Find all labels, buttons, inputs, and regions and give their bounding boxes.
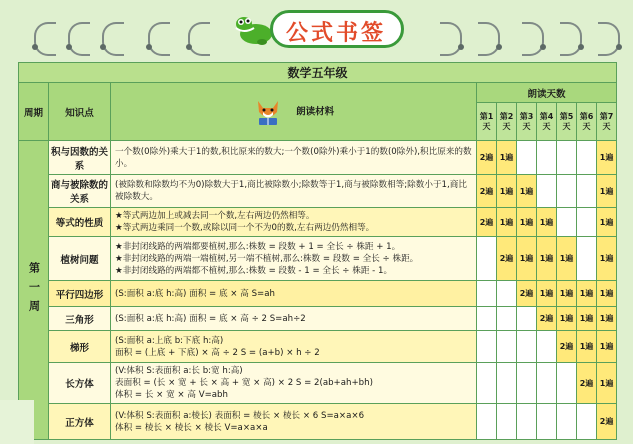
table-row [19, 331, 617, 363]
day-cell [477, 208, 497, 237]
day-cell [597, 281, 617, 307]
reading-count: 1遍 [599, 378, 614, 388]
day-cell [597, 208, 617, 237]
knowledge-point: 等式的性质 [49, 208, 111, 237]
day-cell [577, 175, 597, 208]
binding-hole [66, 44, 72, 50]
day-cell [557, 363, 577, 404]
day-cell [597, 307, 617, 331]
day-cell [517, 363, 537, 404]
table-row [19, 141, 617, 175]
page-title: 公式书签 [286, 21, 387, 46]
reading-count: 1遍 [599, 186, 614, 196]
binding-ring [478, 22, 500, 56]
binding-hole [578, 44, 584, 50]
table-row [19, 363, 617, 404]
binding-ring [598, 22, 620, 56]
binding-ring [440, 22, 462, 56]
day-cell [517, 208, 537, 237]
reading-count: 1遍 [599, 254, 614, 263]
reading-count: 1遍 [599, 342, 614, 351]
reading-count: 2遍 [539, 314, 554, 323]
day-cell [477, 237, 497, 281]
day-cell [517, 404, 537, 440]
day-header: 第6天 [577, 103, 597, 141]
day-cell [577, 208, 597, 237]
day-cell [577, 141, 597, 175]
reading-count: 1遍 [539, 254, 554, 263]
reading-count: 2遍 [479, 217, 494, 227]
day-cell [577, 307, 597, 331]
day-cell [557, 404, 577, 440]
reading-count: 1遍 [599, 314, 614, 323]
reading-count: 1遍 [499, 153, 514, 162]
day-cell [557, 331, 577, 363]
day-cell [477, 281, 497, 307]
day-cell [537, 175, 557, 208]
reading-count: 2遍 [519, 289, 534, 298]
col-material [111, 83, 477, 141]
day-cell [517, 141, 537, 175]
day-cell [537, 208, 557, 237]
knowledge-point: 植树问题 [49, 237, 111, 281]
binding-hole [540, 44, 546, 50]
reading-material: ★等式两边加上或减去同一个数,左右两边仍然相等。 ★等式两边乘同一个数,或除以同一个不为0的数,左右两边仍然相等。 [111, 208, 477, 237]
binding-ring [68, 22, 90, 56]
day-cell [577, 331, 597, 363]
day-cell [477, 363, 497, 404]
binding-hole [146, 44, 152, 50]
reading-count: 1遍 [519, 186, 534, 196]
reading-material: (V:体积 S:表面积 a:长 b:宽 h:高) 表面积 = (长 × 宽 + 长 × 高 + 宽 × 高) × 2 S = 2(ab+ah+bh) 体积 = 长 × 宽 × 高 V=abh [111, 363, 477, 404]
reading-count: 1遍 [519, 217, 534, 227]
day-cell [517, 331, 537, 363]
reading-count: 1遍 [599, 217, 614, 227]
day-cell [557, 141, 577, 175]
table-row [19, 281, 617, 307]
day-cell [517, 281, 537, 307]
reading-count: 1遍 [499, 186, 514, 196]
table-row [19, 404, 617, 440]
knowledge-point: 三角形 [49, 307, 111, 331]
reading-material: (V:体积 S:表面积 a:棱长) 表面积 = 棱长 × 棱长 × 6 S=a×a×6 体积 = 棱长 × 棱长 × 棱长 V=a×a×a [111, 404, 477, 440]
day-header: 第3天 [517, 103, 537, 141]
reading-material: (S:面积 a:上底 b:下底 h:高) 面积 = (上底 + 下底) × 高 ÷ 2 S = (a+b) × h ÷ 2 [111, 331, 477, 363]
binding-hole [100, 44, 106, 50]
day-cell [597, 175, 617, 208]
grade-title: 数学五年级 [19, 63, 617, 83]
day-cell [497, 175, 517, 208]
knowledge-point: 长方体 [49, 363, 111, 404]
binding-ring [560, 22, 582, 56]
reading-material: (S:面积 a:底 h:高) 面积 = 底 × 高 ÷ 2 S=ah÷2 [111, 307, 477, 331]
table-row [19, 307, 617, 331]
binding-ring [102, 22, 124, 56]
day-cell [477, 141, 497, 175]
day-cell [597, 404, 617, 440]
reading-count: 1遍 [579, 342, 594, 351]
day-cell [577, 281, 597, 307]
day-cell [477, 175, 497, 208]
day-cell [537, 141, 557, 175]
day-cell [577, 237, 597, 281]
reading-count: 2遍 [479, 153, 494, 162]
binding-ring [522, 22, 544, 56]
day-cell [497, 208, 517, 237]
day-header: 第1天 [477, 103, 497, 141]
day-cell [497, 281, 517, 307]
title-badge [232, 6, 407, 52]
reading-count: 1遍 [599, 153, 614, 162]
day-cell [497, 331, 517, 363]
col-period: 周期 [19, 83, 49, 141]
day-cell [537, 281, 557, 307]
binding-hole [458, 44, 464, 50]
reading-count: 2遍 [599, 417, 614, 426]
day-cell [537, 307, 557, 331]
day-cell [497, 141, 517, 175]
binding-hole [32, 44, 38, 50]
binding-hole [616, 44, 622, 50]
day-cell [497, 237, 517, 281]
day-cell [557, 281, 577, 307]
corner-mask [0, 400, 34, 444]
reading-count: 1遍 [499, 217, 514, 227]
reading-count: 1遍 [579, 314, 594, 323]
day-cell [597, 237, 617, 281]
day-cell [517, 175, 537, 208]
day-cell [477, 307, 497, 331]
binding-ring [34, 22, 56, 56]
binding-hole [186, 44, 192, 50]
day-cell [497, 307, 517, 331]
day-cell [557, 175, 577, 208]
table-row [19, 175, 617, 208]
reading-material: (被除数和除数均不为0)除数大于1,商比被除数小;除数等于1,商与被除数相等;除数小于1,商比被除数大。 [111, 175, 477, 208]
reading-count: 2遍 [479, 186, 494, 196]
day-cell [537, 237, 557, 281]
reading-count: 1遍 [559, 254, 574, 263]
binding-hole [496, 44, 502, 50]
reading-material: ★非封闭线路的两端都要植树,那么:株数 = 段数 + 1 = 全长 ÷ 株距 + 1。 ★非封闭线路的两端一端植树,另一端不植树,那么:株数 = 段数 = 全长 ÷ 株距。 ★非封闭线路的两端都不植树,那么:株数 = 段数 - 1 = 全长 ÷ 株距 - 1。 [111, 237, 477, 281]
day-header: 第7天 [597, 103, 617, 141]
reading-count: 1遍 [599, 289, 614, 298]
day-cell [517, 307, 537, 331]
day-header: 第4天 [537, 103, 557, 141]
day-header: 第2天 [497, 103, 517, 141]
reading-material: (S:面积 a:底 h:高) 面积 = 底 × 高 S=ah [111, 281, 477, 307]
day-cell [597, 363, 617, 404]
fox-reading-icon [253, 98, 283, 126]
day-cell [517, 237, 537, 281]
day-cell [537, 363, 557, 404]
reading-count: 1遍 [579, 289, 594, 298]
day-cell [477, 331, 497, 363]
day-cell [597, 331, 617, 363]
day-cell [577, 363, 597, 404]
knowledge-point: 梯形 [49, 331, 111, 363]
day-cell [597, 141, 617, 175]
col-point: 知识点 [49, 83, 111, 141]
day-cell [497, 363, 517, 404]
reading-count: 2遍 [579, 378, 594, 388]
knowledge-point: 商与被除数的关系 [49, 175, 111, 208]
reading-table [18, 62, 617, 440]
week-label: 第一周 [19, 141, 49, 440]
day-cell [557, 307, 577, 331]
reading-material: 一个数(0除外)乘大于1的数,积比原来的数大;一个数(0除外)乘小于1的数(0除外),积比原来的数小。 [111, 141, 477, 175]
reading-count: 2遍 [559, 342, 574, 351]
day-header: 第5天 [557, 103, 577, 141]
binding-ring [188, 22, 210, 56]
table-row [19, 237, 617, 281]
reading-count: 1遍 [559, 289, 574, 298]
day-cell [497, 404, 517, 440]
day-cell [477, 404, 497, 440]
reading-count: 2遍 [499, 254, 514, 263]
table-row [19, 208, 617, 237]
knowledge-point: 平行四边形 [49, 281, 111, 307]
day-cell [557, 208, 577, 237]
day-cell [557, 237, 577, 281]
binding-ring [148, 22, 170, 56]
col-material-label: 朗读材料 [296, 106, 335, 117]
reading-count: 1遍 [559, 314, 574, 323]
knowledge-point: 正方体 [49, 404, 111, 440]
reading-count: 1遍 [539, 217, 554, 227]
col-days: 朗读天数 [477, 83, 617, 103]
reading-count: 1遍 [539, 289, 554, 298]
knowledge-point: 积与因数的关系 [49, 141, 111, 175]
day-cell [577, 404, 597, 440]
reading-count: 1遍 [519, 254, 534, 263]
day-cell [537, 331, 557, 363]
day-cell [537, 404, 557, 440]
